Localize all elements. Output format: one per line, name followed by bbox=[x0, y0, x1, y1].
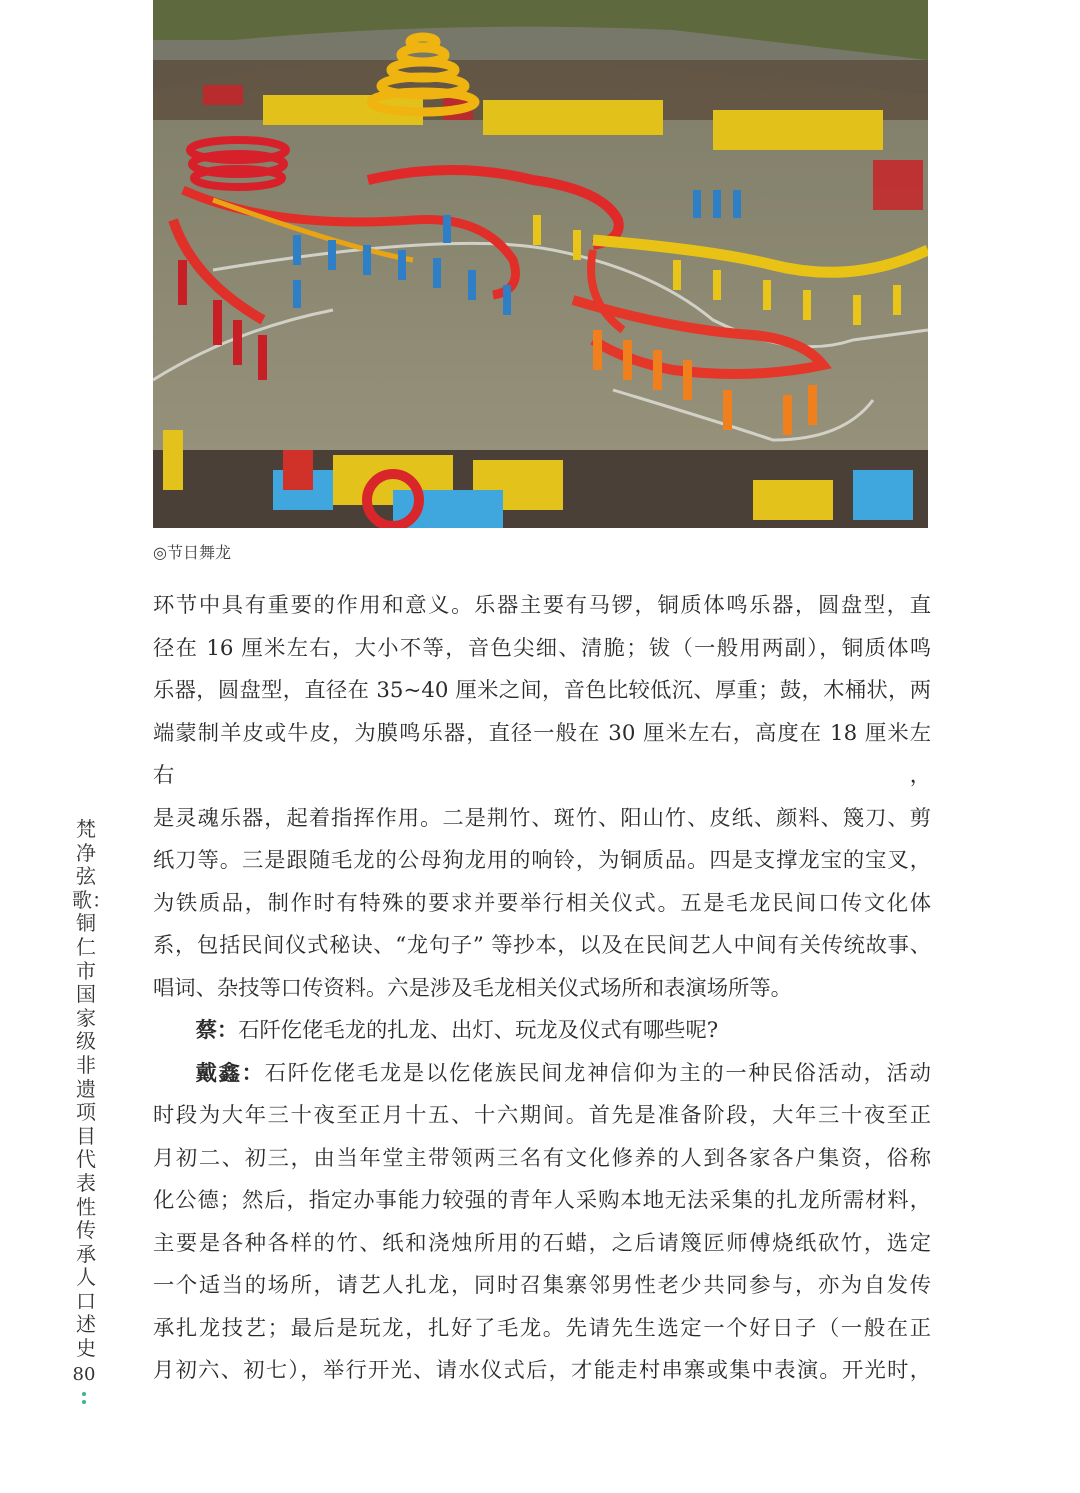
body-text bbox=[153, 585, 931, 1393]
question-paragraph bbox=[153, 1010, 931, 1053]
text-line: 主要是各种各样的竹、纸和浇烛所用的石蜡，之后请篾匠师傅烧纸砍竹，选定 bbox=[153, 1230, 931, 1256]
page-number: 80 bbox=[72, 1364, 96, 1385]
text-line: 系，包括民间仪式秘诀、“龙句子” 等抄本，以及在民间艺人中间有关传统故事、 bbox=[153, 933, 931, 958]
text-line: 承扎龙技艺；最后是玩龙，扎好了毛龙。先请先生选定一个好日子（一般在正 bbox=[153, 1315, 931, 1341]
speaker-label: 戴鑫： bbox=[195, 1060, 265, 1086]
text-line: 端蒙制羊皮或牛皮，为膜鸣乐器，直径一般在 30 厘米左右，高度在 18 厘米左右， bbox=[153, 720, 931, 788]
text-line: 环节中具有重要的作用和意义。乐器主要有马锣，铜质体鸣乐器，圆盘型，直 bbox=[153, 593, 931, 618]
photo-illustration bbox=[153, 0, 928, 528]
text-line: 径在 16 厘米左右，大小不等，音色尖细、清脆；钹（一般用两副），铜质体鸣 bbox=[153, 635, 931, 661]
text-line: 月初六、初七），举行开光、请水仪式后，才能走村串寨或集中表演。开光时， bbox=[153, 1358, 931, 1383]
text-line: 化公德；然后，指定办事能力较强的青年人采购本地无法采集的扎龙所需材料， bbox=[153, 1188, 931, 1213]
speaker-label: 蔡： bbox=[195, 1018, 239, 1043]
text-line: 乐器，圆盘型，直径在 35~40 厘米之间，音色比较低沉、厚重；鼓，木桶状，两 bbox=[153, 678, 931, 703]
text-line: 为铁质品，制作时有特殊的要求并要举行相关仪式。五是毛龙民间口传文化体 bbox=[153, 890, 931, 916]
question-text: 石阡仡佬毛龙的扎龙、出灯、玩龙及仪式有哪些呢? bbox=[238, 1018, 719, 1043]
answer-paragraph bbox=[153, 1053, 931, 1096]
figure-caption: ◎节日舞龙 bbox=[153, 543, 231, 562]
text-line: 月初二、初三，由当年堂主带领两三名有文化修养的人到各家各户集资，俗称 bbox=[153, 1145, 931, 1171]
text-line: 时段为大年三十夜至正月十五、十六期间。首先是准备阶段，大年三十夜至正 bbox=[153, 1103, 931, 1128]
text-line: 一个适当的场所，请艺人扎龙，同时召集寨邻男性老少共同参与，亦为自发传 bbox=[153, 1273, 931, 1298]
decorative-dots bbox=[81, 1392, 87, 1408]
running-book-title: 梵净弦歌：铜仁市国家级非遗项目代表性传承人口述史 bbox=[72, 817, 112, 1361]
answer-text: 石阡仡佬毛龙是以仡佬族民间龙神信仰为主的一种民俗活动，活动 bbox=[264, 1060, 931, 1086]
text-line: 是灵魂乐器，起着指挥作用。二是荆竹、斑竹、阳山竹、皮纸、颜料、篾刀、剪 bbox=[153, 805, 931, 831]
festival-dragon-dance-photo bbox=[153, 0, 928, 528]
text-line: 唱词、杂技等口传资料。六是涉及毛龙相关仪式场所和表演场所等。 bbox=[153, 975, 792, 1001]
text-line: 纸刀等。三是跟随毛龙的公母狗龙用的响铃，为铜质品。四是支撑龙宝的宝叉， bbox=[153, 848, 931, 873]
